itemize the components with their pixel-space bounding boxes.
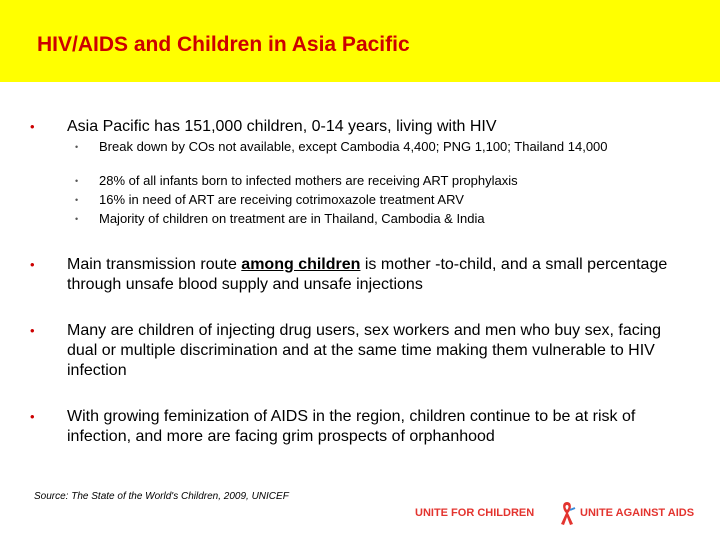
sub-bullet-text: Break down by COs not available, except Cambodia 4,400; PNG 1,100; Thailand 14,000 xyxy=(99,139,608,154)
footer-logo xyxy=(413,500,713,526)
bullet-dot: • xyxy=(30,323,35,338)
sub-bullet-2 xyxy=(75,174,675,188)
sub-bullet-dot: • xyxy=(75,142,79,152)
sub-bullet-4 xyxy=(75,212,675,226)
sub-bullet-3 xyxy=(75,193,675,207)
sub-bullet-text: 16% in need of ART are receiving cotrimoxazole treatment ARV xyxy=(99,192,464,207)
bullet-text-part: Main transmission route xyxy=(67,256,237,273)
bullet-2 xyxy=(30,255,670,295)
bullet-1 xyxy=(30,117,670,137)
red-ribbon-icon xyxy=(557,500,577,526)
footer-right-text: UNITE AGAINST AIDS xyxy=(580,507,695,519)
footer-left-text: UNITE FOR CHILDREN xyxy=(415,507,535,519)
bullet-text xyxy=(67,255,670,295)
sub-bullet-dot: • xyxy=(75,176,79,186)
source-citation: Source: The State of the World's Children, 2009, UNICEF xyxy=(34,491,289,502)
sub-bullet-text: Majority of children on treatment are in Thailand, Cambodia & India xyxy=(99,211,485,226)
bullet-3 xyxy=(30,321,670,381)
sub-bullet-dot: • xyxy=(75,195,79,205)
bullet-4 xyxy=(30,407,670,447)
bullet-text-part: is mother -to-child, and a small percentage through unsafe blood supply and unsafe injections xyxy=(67,256,668,293)
slide-title: HIV/AIDS and Children in Asia Pacific xyxy=(37,33,410,56)
bullet-dot: • xyxy=(30,409,35,424)
sub-bullet-text: 28% of all infants born to infected mothers are receiving ART prophylaxis xyxy=(99,173,518,188)
bullet-text: Many are children of injecting drug users, sex workers and men who buy sex, facing dual or multiple discrimination and at the same time making them vulnerable to HIV infection xyxy=(67,322,662,379)
bullet-dot: • xyxy=(30,119,35,134)
bullet-dot: • xyxy=(30,257,35,272)
bullet-text: With growing feminization of AIDS in the region, children continue to be at risk of infection, and more are facing grim prospects of orphanhood xyxy=(67,408,636,445)
bullet-text: Asia Pacific has 151,000 children, 0-14 years, living with HIV xyxy=(67,118,497,135)
sub-bullet-dot: • xyxy=(75,214,79,224)
sub-bullet-1 xyxy=(75,140,675,154)
underlined-phrase: among children xyxy=(241,256,361,273)
